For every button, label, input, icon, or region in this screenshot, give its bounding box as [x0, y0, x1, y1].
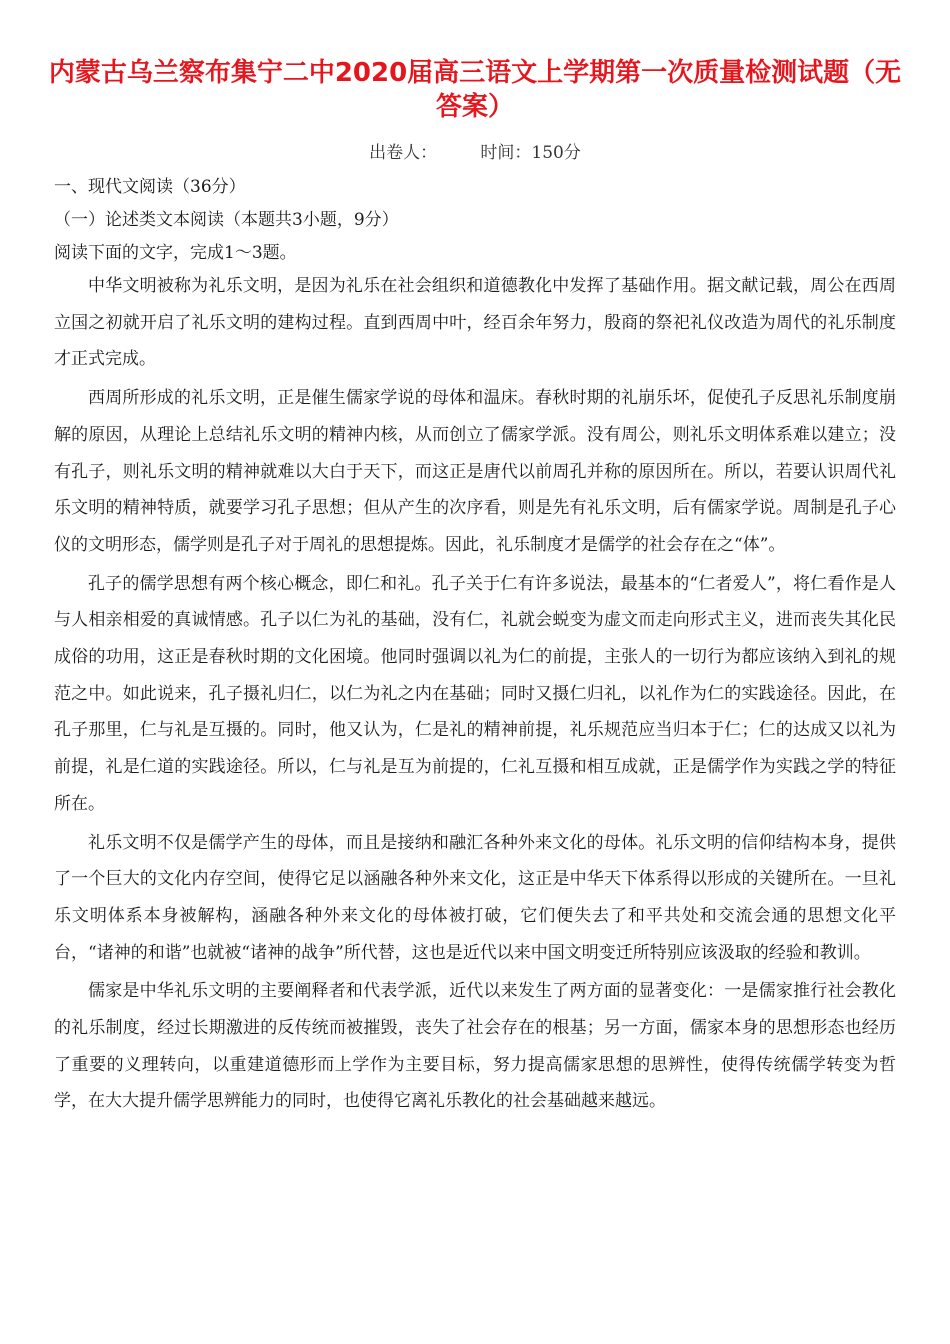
paragraph: 孔子的儒学思想有两个核心概念，即仁和礼。孔子关于仁有许多说法，最基本的“仁者爱人”，将仁看作是人与人相亲相爱的真诚情感。孔子以仁为礼的基础，没有仁，礼就会蜕变为虚文而走向形式主义，进而丧失其化民成俗的功用，这正是春秋时期的文化困境。他同时强调以礼为仁的前提，主张人的一切行为都应该纳入到礼的规范之中。如此说来，孔子摄礼归仁，以仁为礼之内在基础；同时又摄仁归礼，以礼作为仁的实践途径。因此，在孔子那里，仁与礼是互摄的。同时，他又认为，仁是礼的精神前提，礼乐规范应当归本于仁；仁的达成又以礼为前提，礼是仁道的实践途径。所以，仁与礼是互为前提的，仁礼互摄和相互成就，正是儒学作为实践之学的特征所在。 — [54, 573, 896, 814]
paragraph: 礼乐文明不仅是儒学产生的母体，而且是接纳和融汇各种外来文化的母体。礼乐文明的信仰结构本身，提供了一个巨大的文化内存空间，使得它足以涵融各种外来文化，这正是中华天下体系得以形成的关键所在。一旦礼乐文明体系本身被解构，涵融各种外来文化的母体被打破，它们便失去了和平共处和交流会通的思想文化平台，“诸神的和谐”也就被“诸神的战争”所代替，这也是近代以来中国文明变迁所特别应该汲取的经验和教训。 — [54, 832, 896, 963]
exam-byline: 出卷人： 时间：150分 — [369, 143, 581, 163]
paragraph: 儒家是中华礼乐文明的主要阐释者和代表学派，近代以来发生了两方面的显著变化：一是儒家推行社会教化的礼乐制度，经过长期激进的反传统而被摧毁，丧失了社会存在的根基；另一方面，儒家本身的思想形态也经历了重要的义理转向，以重建道德形而上学作为主要目标，努力提高儒家思想的思辨性，使得传统儒学转变为哲学，在大大提升儒学思辨能力的同时，也使得它离礼乐教化的社会基础越来越远。 — [54, 981, 896, 1112]
section-heading: 一、现代文阅读（36分） — [54, 177, 246, 197]
paragraph: 中华文明被称为礼乐文明，是因为礼乐在社会组织和道德教化中发挥了基础作用。据文献记载，周公在西周立国之初就开启了礼乐文明的建构过程。直到西周中叶，经百余年努力，殷商的祭祀礼仪改造为周代的礼乐制度才正式完成。 — [54, 276, 896, 370]
paragraph: 西周所形成的礼乐文明，正是催生儒家学说的母体和温床。春秋时期的礼崩乐坏，促使孔子反思礼乐制度崩解的原因，从理论上总结礼乐文明的精神内核，从而创立了儒家学派。没有周公，则礼乐文明体系难以建立；没有孔子，则礼乐文明的精神就难以大白于天下，而这正是唐代以前周孔并称的原因所在。所以，若要认识周代礼乐文明的精神特质，就要学习孔子思想；但从产生的次序看，则是先有礼乐文明，后有儒家学说。周制是孔子心仪的文明形态，儒学则是孔子对于周礼的思想提炼。因此，礼乐制度才是儒学的社会存在之“体”。 — [54, 388, 896, 555]
reading-instruction: 阅读下面的文字，完成1～3题。 — [54, 243, 297, 263]
subsection-heading: （一）论述类文本阅读（本题共3小题，9分） — [54, 210, 399, 230]
document-title: 内蒙古乌兰察布集宁二中2020届高三语文上学期第一次质量检测试题（无答案） — [48, 58, 902, 122]
document-body — [54, 173, 896, 1120]
